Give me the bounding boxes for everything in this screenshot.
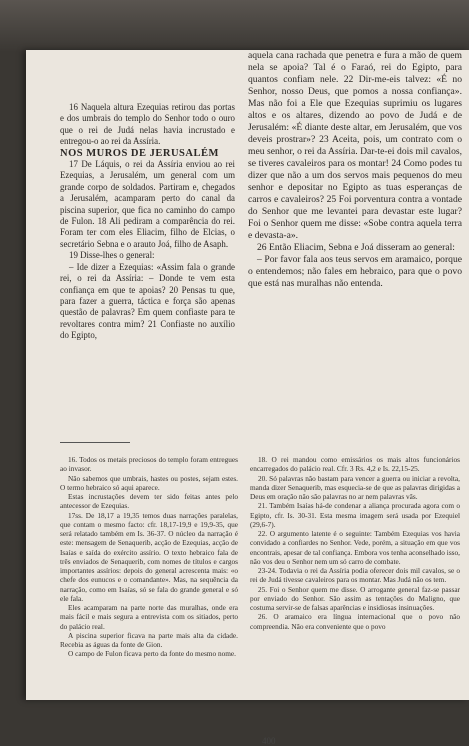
footnote: Eles acamparam na parte norte das muralhas, onde era mais fácil e mais segura a entrevista com os sitiados, perto do palácio real. — [60, 603, 238, 631]
page-number: 400 — [262, 736, 276, 746]
footnote-divider — [60, 442, 130, 443]
book-page — [26, 50, 469, 746]
footnote: 21. Também Isaías há-de condenar a aliança procurada agora com o Egipto, cfr. Is. 30-31. Esta mesma imagem será usada por Ezequiel (29,6-7). — [250, 501, 460, 529]
paragraph: 16 Naquela altura Ezequias retirou das portas e dos umbrais do templo do Senhor todo o ouro que o rei de Judá nelas havia incrustado e entregou-o ao rei da Assíria. — [60, 102, 235, 147]
paragraph: – Ide dizer a Ezequias: «Assim fala o grande rei, o rei da Assíria: – Donde te vem esta confiança em que te apoias? 20 Pensas tu que, para fazer a guerra, táctica e força são apenas questão de palavras? Em quem confiaste para te revoltares contra mim? 21 Confiaste no auxílio do Egipto, — [60, 261, 235, 341]
footnote: 18. O rei mandou como emissários os mais altos funcionários encarregados do palácio real. Cfr. 3 Rs. 4,2 e Is. 22,15-25. — [250, 455, 460, 474]
footnotes-right — [250, 455, 460, 631]
footnote: Estas incrustações devem ter sido feitas antes pelo antecessor de Ezequias. — [60, 492, 238, 511]
paragraph: 19 Disse-lhes o general: — [69, 250, 155, 261]
footnotes-left — [60, 455, 238, 659]
footnote: 23-24. Todavia o rei da Assíria podia oferecer dois mil cavalos, se o rei de Judá tivesse cavaleiros para os montar. Mas Judá não os tem. — [250, 566, 460, 585]
footnote: A piscina superior ficava na parte mais alta da cidade. Recebia as águas da fonte de Gion. — [60, 630, 238, 649]
section-heading: NOS MUROS DE JERUSALÉM — [60, 147, 219, 159]
footnote: O campo de Fulon ficava perto da fonte do mesmo nome. — [68, 649, 236, 659]
left-column — [60, 102, 235, 342]
right-column — [248, 50, 462, 290]
footnote: 22. O argumento latente é o seguinte: Também Ezequias vos havia convidado a confiardes no Senhor. Vede, porém, a situação em que vos encontrais, apesar de tal confiança. Embora vos tenha aconselhado isso, não vos deu o Senhor nem um só carro de combate. — [250, 529, 460, 566]
footnote: 20. Só palavras não bastam para vencer a guerra ou iniciar a revolta, manda dizer Senaquerib, mas esquecia-se de que as palavras dirigidas a Deus em oração não são palavras no ar nem palavras vãs. — [250, 473, 460, 501]
footnote: Não sabemos que umbrais, hastes ou postes, sejam estes. O termo hebraico só aqui aparece. — [60, 473, 238, 492]
paragraph: aquela cana rachada que penetra e fura a mão de quem nela se apoia? Tal é o Faraó, rei do Egipto, para quantos confiam nele. 22 Dir-me-eis talvez: «É no Senhor, nosso Deus, que pomos a nossa confiança». Mas não foi a Ele que Ezequias suprimiu os lugares altos e os altares, dizendo ao povo de Judá e de Jerusalém: «É diante deste altar, em Jerusalém, que vos deveis prostrar»? 23 Aceita, pois, um contrato com o meu senhor, o rei da Assíria. Dar-te-ei dois mil cavalos, se tiveres cavaleiros para os montar! 24 Como podes tu dizer que não a um dos servos mais pequenos do meu senhor e depositar no Egipto as tuas esperanças de carros e cavaleiros? 25 Foi porventura contra a vontade do Senhor que me levantei para devastar este lugar? Foi o Senhor quem me disse: «Sobe contra aquela terra e devasta-a». — [248, 50, 462, 241]
paragraph: 17 De Láquis, o rei da Assíria enviou ao rei Ezequias, a Jerusalém, um general com um grande corpo de soldados. Partiram e, chegados a Jerusalém, acamparam perto do canal da piscina superior, que fica no caminho do campo de Fulon. 18 Ali pediram a comparência do rei. Foram ter com eles Eliacim, filho de Elcias, o secretário Sebna e o arauto Joá, filho de Asaph. — [60, 159, 235, 249]
footnote: 16. Todos os metais preciosos do templo foram entregues ao invasor. — [60, 455, 238, 474]
footnote: 25. Foi o Senhor quem me disse. O arrogante general faz-se passar por enviado do Senhor. São assim as tentações do Maligno, que costuma servir-se de falsas aparências e insidiosas insinuações. — [250, 584, 460, 612]
paragraph: – Por favor fala aos teus servos em aramaico, porque o entendemos; não fales em hebraico, para que o povo que está nas muralhas não entenda. — [248, 254, 462, 289]
paragraph: 26 Então Eliacim, Sebna e Joá disseram ao general: — [257, 242, 455, 253]
footnote: 26. O aramaico era língua internacional que o povo não compreendia. Não era conveniente que o povo — [250, 612, 460, 631]
background-edge — [0, 0, 469, 52]
footnote: 17ss. De 18,17 a 19,35 temos duas narrações paralelas, que contam o mesmo facto: cfr. 18,17-19,9 e 19,9-35, que será relatado também em Is. 36-37. O núcleo da narração é este: mensagem de Senaquerib, acção de Ezequias, acção de Isaías e saída do exército assírio. O texto hebraico fala de três enviados de Senaquerib, com nomes de títulos e cargos importantes assírios: depois do general acrescenta mais: «o chefe dos eunucos e o comandante». Mas, na sequência da narração, como em Isaías, só se fala do grande general e só ele fala. — [60, 510, 238, 603]
